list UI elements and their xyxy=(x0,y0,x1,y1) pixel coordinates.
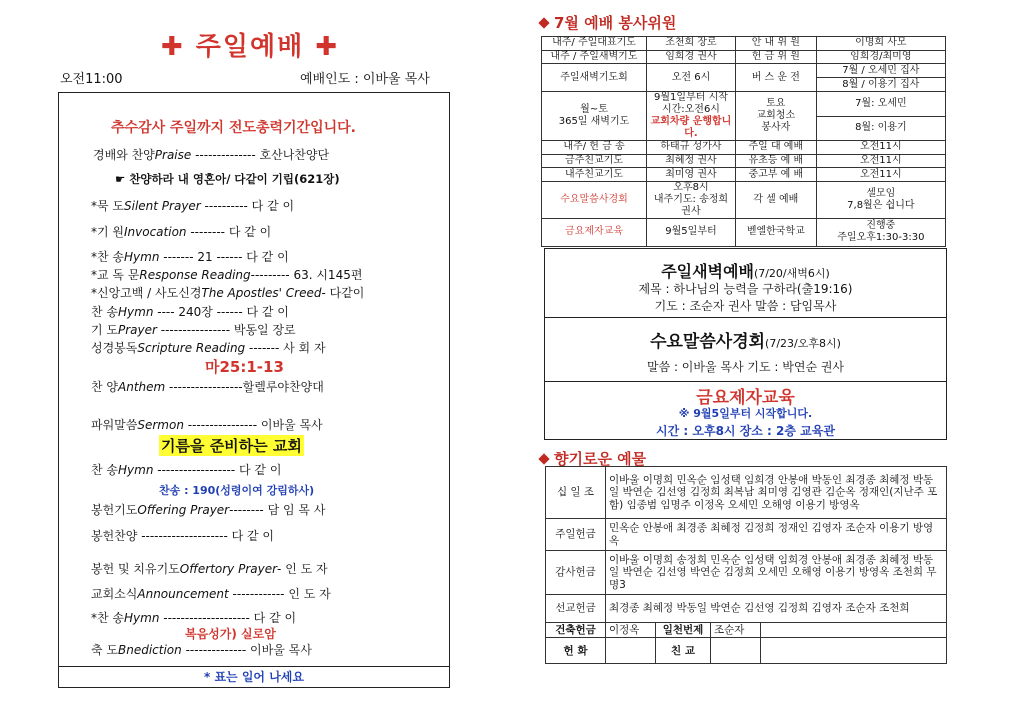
hymn-note: 찬송 : 190(성령이여 강림하사) xyxy=(159,484,315,497)
duty-title: 7월 예배 봉사위원 xyxy=(540,12,676,33)
footer-note: * 표는 일어 나세요 xyxy=(58,666,450,688)
duty-table xyxy=(541,36,946,247)
table-row: 내주/ 헌 금 송 하태규 성가사 주일 대 예배 오전11시 xyxy=(542,141,946,155)
wednesday-service-title: 수요말씀사경회(7/23/오후8시) xyxy=(650,332,841,352)
friday-class-line: 시간 : 오후8시 장소 : 2층 교육관 xyxy=(656,424,835,438)
table-row: 금요제자교육 9월5일부터 벧엘한국학교 진행중 주일오후1:30-3:30 xyxy=(542,218,946,246)
order-row: *교 독 문Response Reading--------- 63. 시145편 xyxy=(91,268,363,282)
order-row: 교회소식Announcement ------------ 인 도 자 xyxy=(91,587,331,601)
order-row: 찬 송Hymn ---- 240장 ------ 다 같 이 xyxy=(91,305,289,319)
order-row: *찬 송Hymn -------------------- 다 같 이 xyxy=(91,611,297,625)
order-row: 봉헌 및 치유기도Offertory Prayer- 인 도 자 xyxy=(91,562,328,576)
services-box xyxy=(544,248,947,440)
friday-class-title: 금요제자교육 xyxy=(696,388,795,408)
wednesday-service-line: 말씀 : 이바울 목사 기도 : 박연순 권사 xyxy=(646,360,845,374)
table-row: 건축헌금 이정옥 일천번제 조순자 xyxy=(546,623,947,638)
dawn-service-line: 제목 : 하나님의 능력을 구하라(출19:16) xyxy=(638,282,853,296)
order-row: 파워말씀Sermon ---------------- 이바울 목사 xyxy=(91,418,323,432)
table-row: 월~토 365일 새벽기도 9월1일부터 시작 시간:오전6시 교회차량 운행합니다. 토요 교회청소 봉사자 7월: 오세민 xyxy=(542,92,946,117)
table-row: 8월: 이용기 xyxy=(542,116,946,141)
order-row: 봉헌찬양 -------------------- 다 같 이 xyxy=(91,529,275,543)
table-row: 금주친교기도 최혜정 권사 유초등 예 배 오전11시 xyxy=(542,154,946,168)
headline: 추수감사 주일까지 전도총력기간입니다. xyxy=(111,120,356,136)
dawn-service-line: 기도 : 조순자 권사 말씀 : 담임목사 xyxy=(654,299,837,313)
table-row: 감사헌금 이바울 이명희 송정희 민옥순 임성택 임희경 안봉애 최경종 최혜정 박동일 박연순 김선영 박연순 김정희 오세민 오해영 이용기 방영옥 조천희 무명3 xyxy=(546,551,947,595)
page-title: ✚ 주일예배 ✚ xyxy=(160,32,340,62)
offerings-title: 향기로운 예물 xyxy=(540,448,646,469)
offerings-table xyxy=(545,466,947,664)
service-leader: 예배인도 : 이바울 목사 xyxy=(300,72,430,87)
table-row: 내주 / 주일새벽기도 임희경 권사 헌 금 위 원 임희경/최미영 xyxy=(542,50,946,64)
table-row: 십 일 조 이바울 이명희 민옥순 임성택 임희경 안봉애 박동인 최경종 최혜정 박동일 박연순 김선영 김정희 최복남 최미영 김영관 김순옥 정재인(지난주 포함) 임종범 임명주 이정옥 오세민 오해영 이용기 방영옥 xyxy=(546,467,947,519)
order-of-worship xyxy=(58,92,450,688)
table-row: 주일헌금 민옥순 안봉애 최경종 최혜정 김정희 정재인 김영자 조순자 이용기 방영옥 xyxy=(546,519,947,551)
order-row: 기 도Prayer ---------------- 박동일 장로 xyxy=(91,323,296,337)
order-row: *기 원Invocation -------- 다 같 이 xyxy=(91,225,272,239)
order-row: 찬 양Anthem -----------------할렐루야찬양대 xyxy=(91,380,324,394)
order-row: *찬 송Hymn ------- 21 ------ 다 같 이 xyxy=(91,250,289,264)
dawn-service-title: 주일새벽예배(7/20/새벽6시) xyxy=(661,262,830,281)
service-time: 오전11:00 xyxy=(60,72,123,87)
order-row: 봉헌기도Offering Prayer-------- 담 임 목 사 xyxy=(91,503,326,517)
table-row: 내주친교기도 최미영 권사 중고부 예 배 오전11시 xyxy=(542,168,946,182)
table-row: 주일새벽기도회 오전 6시 버 스 운 전 7월 / 오세민 집사 xyxy=(542,64,946,78)
diamond-icon xyxy=(538,453,549,464)
order-row: 경배와 찬양Praise -------------- 호산나찬양단 xyxy=(93,148,330,162)
diamond-icon xyxy=(538,17,549,28)
order-row: *묵 도Silent Prayer ---------- 다 같 이 xyxy=(91,199,295,213)
order-row: 성경봉독Scripture Reading ------- 사 회 자 xyxy=(91,341,326,355)
gospel-song: 복음성가) 실로암 xyxy=(185,627,276,641)
friday-class-line: ※ 9월5일부터 시작합니다. xyxy=(678,407,813,420)
table-row: 선교헌금 최경종 최혜정 박동일 박연순 김선영 김정희 김영자 조순자 조천희 xyxy=(546,595,947,623)
table-row: 수요말씀사경회 오후8시 내주기도: 송정희 권사 각 셀 예배 셀모임 7,8월은 쉽니다 xyxy=(542,181,946,218)
order-row: 찬 송Hymn ------------------ 다 같 이 xyxy=(91,463,282,477)
table-row: 헌 화 친 교 xyxy=(546,638,947,664)
order-row: ☛ 찬양하라 내 영혼아/ 다같이 기립(621장) xyxy=(115,172,340,186)
table-row: 내주/ 주일대표기도 조천희 장로 안 내 위 원 이명희 사모 xyxy=(542,37,946,51)
scripture-reference: 마25:1-13 xyxy=(205,358,284,376)
order-row: 축 도Bnediction -------------- 이바울 목사 xyxy=(91,643,312,657)
sermon-title: 기름을 준비하는 교회 xyxy=(161,437,302,455)
order-row: *신앙고백 / 사도신경The Apostles' Creed- 다같이 xyxy=(91,286,365,300)
table-row: 8월 / 이용기 집사 xyxy=(542,78,946,92)
